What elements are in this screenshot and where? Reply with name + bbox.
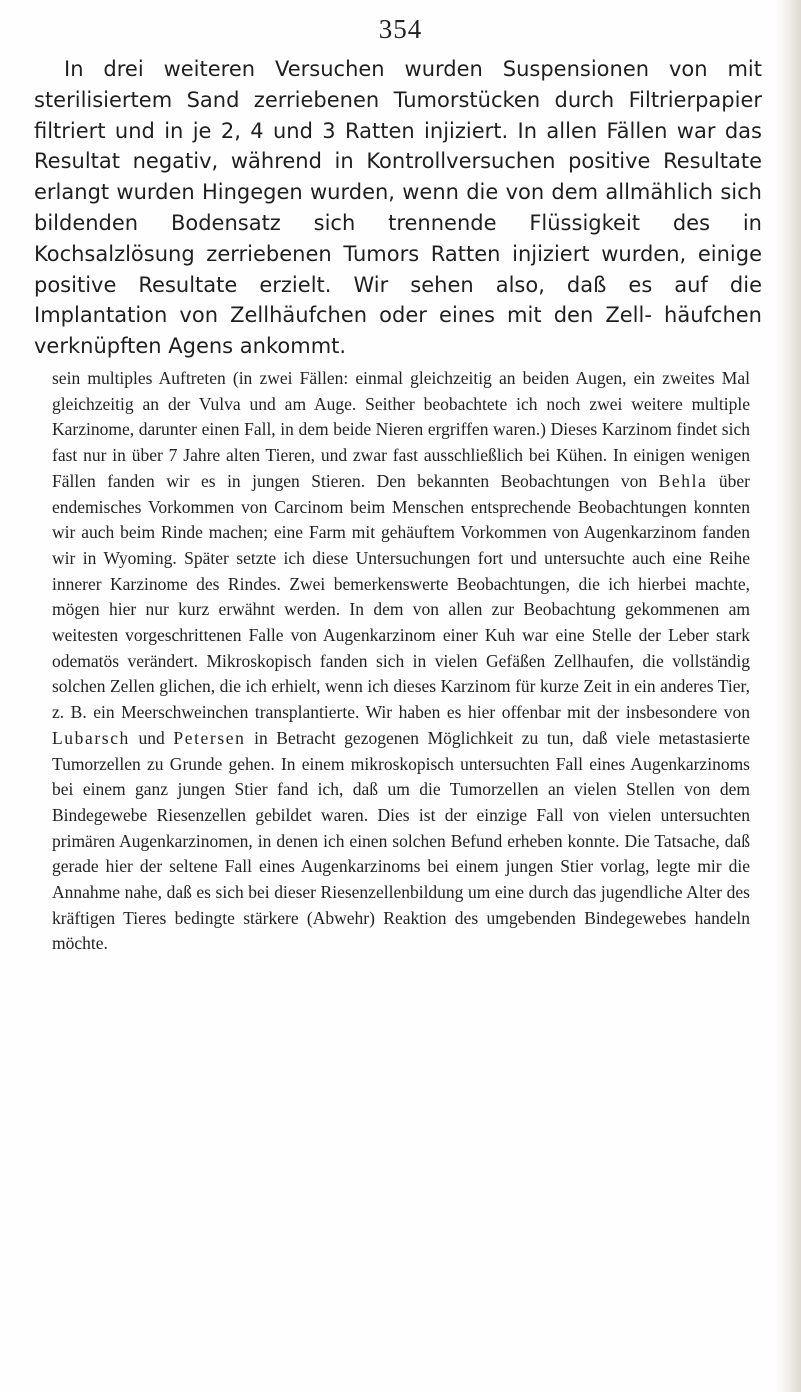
footnote-text-part2: über endemisches Vorkommen von Carcinom beim Menschen entsprechende Beobachtungen konnten wir auch beim Rinde machen; eine Farm mit gehäuftem Vorkommen von Augenkarzinom fanden wir in Wyoming. Später setzte ich diese Untersuchungen fort und untersuchte auch eine Reihe innerer Karzinome des Rindes. Zwei bemerkenswerte Beobachtungen, die ich hierbei machte, mögen hier nur kurz erwähnt werden. In dem von allen zur Beobachtung gekommenen am weitesten vorgeschrittenen Falle von Augenkarzinom einer Kuh war eine Stelle der Leber stark odematös verändert. Mikroskopisch fanden sich in vielen Gefäßen Zellhaufen, die vollständig solchen Zellen glichen, die ich erhielt, wenn ich dieses Karzinom für kurze Zeit in ein anderes Tier, z. B. ein Meerschweinchen transplantierte. Wir haben es hier offenbar mit der insbesondere von <box>52 470 750 723</box>
footnote-text-part3: in Betracht gezogenen Möglichkeit zu tun, daß viele metastasierte Tumorzellen zu Grunde gehen. In einem mikroskopisch untersuchten Fall eines Augenkarzinoms bei einem ganz jungen Stier fand ich, daß um die Tumorzellen an vielen Stellen von dem Bindegewebe Riesenzellen gebildet waren. Dies ist der einzige Fall von vielen untersuchten primären Augenkarzinomen, in denen ich einen solchen Befund erheben konnte. Die Tatsache, daß gerade hier der seltene Fall eines Augenkarzinoms bei einem jungen Stier vorlag, legte mir die Annahme nahe, daß es sich bei dieser Riesenzellenbildung um eine durch das jugendliche Alter des kräftigen Tieres bedingte stärkere (Abwehr) Reaktion des umgebenden Bindegewebes handeln möchte. <box>52 727 751 954</box>
main-paragraph: In drei weiteren Versuchen wurden Suspensionen von mit sterilisiertem Sand zerriebenen Tumorstücken durch Filtrierpapier filtriert und in je 2, 4 und 3 Ratten injiziert. In allen Fällen war das Resultat negativ, während in Kontrollversuchen positive Resultate erlangt wurden Hingegen wurden, wenn die von dem allmählich sich bildenden Bodensatz sich trennende Flüssigkeit des in Kochsalzlösung zerriebenen Tumors Ratten injiziert wurden, einige positive Resultate erzielt. Wir sehen also, daß es auf die Implantation von Zellhäufchen oder eines mit den Zell- häufchen verknüpften Agens ankommt. <box>34 57 762 359</box>
author-name-petersen: Petersen <box>173 727 246 748</box>
author-name-behla: Behla <box>658 470 708 491</box>
author-name-lubarsch: Lubarsch <box>52 727 130 748</box>
footnote-text-part1: sein multiples Auftreten (in zwei Fällen: einmal gleichzeitig an beiden Augen, ein zweites Mal gleichzeitig an der Vulva und am Auge. Seither beobachtete ich noch zwei weitere multiple Karzinome, darunter einen Fall, in dem beide Nieren ergriffen waren.) Dieses Karzinom findet sich fast nur in über 7 Jahre alten Tieren, und zwar fast ausschließlich bei Kühen. In einigen wenigen Fällen fanden wir es in jungen Stieren. Den bekannten Beobachtungen von <box>52 368 750 491</box>
page-edge-shadow <box>775 0 801 1392</box>
footnote-paragraph <box>52 366 750 957</box>
page-number: 354 <box>378 14 423 44</box>
footnote-connector: und <box>138 727 165 748</box>
